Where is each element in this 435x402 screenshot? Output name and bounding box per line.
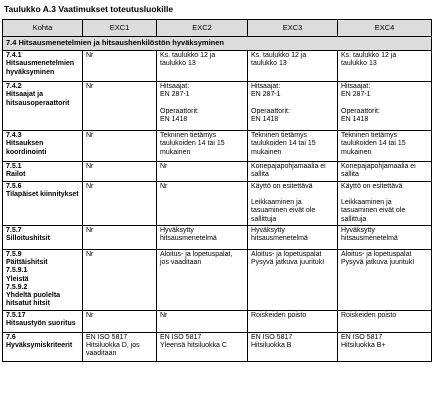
exc2-value: Nr xyxy=(160,163,168,170)
exc4-value: Ks. taulukko 12 ja taulukko 13 xyxy=(341,52,397,68)
kohta-cell xyxy=(3,249,83,310)
exc1-cell xyxy=(83,131,157,162)
exc3-value: Aloitus- ja lopetuspalat Pysyvä jatkuva juuritukI xyxy=(251,250,325,266)
exc3-value: EN ISO 5817 Hitsiluokka B xyxy=(251,333,293,349)
exc1-value: Nr xyxy=(86,83,94,90)
exc2-cell xyxy=(157,249,248,310)
exc3-cell xyxy=(248,82,338,131)
exc1-value: Nr xyxy=(86,52,94,59)
exc2-value: Ks. taulukko 12 ja taulukko 13 xyxy=(160,52,216,68)
section-name: Hitsaajat ja hitsausoperaattorit xyxy=(6,91,70,107)
exc2-cell xyxy=(157,51,248,82)
header-exc1: EXC1 xyxy=(83,20,157,37)
exc4-cell xyxy=(338,82,432,131)
exc3-value: Roiskeiden poisto xyxy=(251,311,307,319)
table-row xyxy=(3,332,432,361)
table-row xyxy=(3,310,432,332)
kohta-cell xyxy=(3,162,83,182)
exc2-value: Aloitus- ja lopetuspalat, jos vaaditaan xyxy=(160,250,233,266)
exc1-value: EN ISO 5817 Hitsiluokka D, jos vaaditaan xyxy=(86,333,140,357)
exc2-cell xyxy=(157,162,248,182)
section-number: 7.4.2 xyxy=(6,83,22,90)
section-number: 7.4.3 xyxy=(6,132,22,139)
section-name: Hitsauksen koordinointi xyxy=(6,140,47,156)
section-number: 7.5.17 xyxy=(6,311,26,319)
exc2-value: Hitsaajat: EN 287-1 Operaattorit: EN 1418 xyxy=(160,83,199,123)
exc2-value: Hyväksytty hitsausmenetelmä xyxy=(160,226,217,242)
exc3-cell xyxy=(248,162,338,182)
exc4-cell xyxy=(338,332,432,361)
header-exc2: EXC2 xyxy=(157,20,248,37)
exc1-value: Nr xyxy=(86,163,94,170)
kohta-cell xyxy=(3,225,83,249)
section-row xyxy=(3,37,432,51)
exc1-value: Nr xyxy=(86,132,94,139)
table-body xyxy=(3,37,432,362)
exc2-cell xyxy=(157,181,248,225)
exc2-cell xyxy=(157,131,248,162)
exc4-cell xyxy=(338,249,432,310)
kohta-cell xyxy=(3,82,83,131)
table-row xyxy=(3,51,432,82)
exc4-value: Aloitus- ja lopetuspalat Pysyvä jatkuva juuritukI xyxy=(341,250,415,266)
exc4-value: Hitsaajat: EN 287-1 Operaattorit: EN 1418 xyxy=(341,83,380,123)
section-number: 7.5.6 xyxy=(6,182,22,190)
kohta-cell xyxy=(3,310,83,332)
exc1-cell xyxy=(83,51,157,82)
exc3-cell xyxy=(248,225,338,249)
exc4-cell xyxy=(338,181,432,225)
table-row xyxy=(3,225,432,249)
exc3-value: Ks. taulukko 12 ja taulukko 13 xyxy=(251,52,307,68)
exc3-value: Käyttö on esitettävä Leikkaaminen ja tasuaminen eivät ole sallittuja xyxy=(251,182,316,223)
exc2-cell xyxy=(157,82,248,131)
exc2-value: Tekninen tietämys taulukoiden 14 tai 15 mukainen xyxy=(160,132,225,156)
exc4-cell xyxy=(338,162,432,182)
section-number: 7.5.9 xyxy=(6,250,22,258)
exc2-cell xyxy=(157,332,248,361)
exc2-value: Nr xyxy=(160,311,168,319)
exc3-value: Hyväksytty hitsausmenetelmä xyxy=(251,226,308,242)
section-title: 7.4 Hitsausmenetelmien ja hitsaushenkilöstön hyväksyminen xyxy=(3,37,432,51)
table-row xyxy=(3,249,432,310)
exc4-value: Tekninen tietämys taulukoiden 14 tai 15 mukainen xyxy=(341,132,406,156)
section-number: 7.4.1 xyxy=(6,52,22,59)
exc3-cell xyxy=(248,332,338,361)
exc3-cell xyxy=(248,51,338,82)
section-number: 7.5.1 xyxy=(6,163,22,170)
table-row xyxy=(3,181,432,225)
table-row xyxy=(3,82,432,131)
kohta-cell xyxy=(3,51,83,82)
exc3-cell xyxy=(248,181,338,225)
exc1-value: Nr xyxy=(86,226,94,234)
exc1-cell xyxy=(83,249,157,310)
exc1-cell xyxy=(83,310,157,332)
exc2-cell xyxy=(157,310,248,332)
exc1-cell xyxy=(83,162,157,182)
exc1-cell xyxy=(83,332,157,361)
exc4-cell xyxy=(338,131,432,162)
header-kohta: Kohta xyxy=(3,20,83,37)
section-name: Tilapäiset kiinnitykset xyxy=(6,190,79,198)
exc4-value: EN ISO 5817 Hitsiluokka B+ xyxy=(341,333,386,349)
section-name: Päittäishitsit 7.5.9.1 Yleistä 7.5.9.2 Yhdeltä puolelta hitsatut hitsit xyxy=(6,259,61,308)
exc1-value: Nr xyxy=(86,250,94,258)
exc4-value: Hyväksytty hitsausmenetelmä xyxy=(341,226,398,242)
document-title: Taulukko A.3 Vaatimukset toteutusluokille xyxy=(4,4,174,14)
exc4-cell xyxy=(338,310,432,332)
section-name: Hitsaustyön suoritus xyxy=(6,319,76,327)
exc3-value: Tekninen tietämys taulukoiden 14 tai 15 mukainen xyxy=(251,132,316,156)
exc3-value: Hitsaajat: EN 287-1 Operaattorit: EN 1418 xyxy=(251,83,290,123)
exc4-cell xyxy=(338,51,432,82)
exc1-cell xyxy=(83,181,157,225)
exc1-value: Nr xyxy=(86,311,94,319)
section-number: 7.5.7 xyxy=(6,226,22,234)
exc1-cell xyxy=(83,225,157,249)
header-exc4: EXC4 xyxy=(338,20,432,37)
section-name: Silloitushitsit xyxy=(6,235,50,242)
table-row xyxy=(3,131,432,162)
kohta-cell xyxy=(3,131,83,162)
exc3-value: Konepajapohjamaalia ei sallita xyxy=(251,163,326,179)
exc4-value: Käyttö on esitettävä Leikkaaminen ja tasuaminen eivät ole sallittuja xyxy=(341,182,406,223)
exc3-cell xyxy=(248,131,338,162)
exc4-cell xyxy=(338,225,432,249)
kohta-cell xyxy=(3,181,83,225)
table-row xyxy=(3,162,432,182)
header-exc3: EXC3 xyxy=(248,20,338,37)
exc3-cell xyxy=(248,310,338,332)
exc1-value: Nr xyxy=(86,182,94,190)
exc2-value: EN ISO 5817 Yleensä hitsiluokka C xyxy=(160,333,227,349)
exc4-value: Konepajapohjamaalia ei sallita xyxy=(341,163,416,179)
exc3-cell xyxy=(248,249,338,310)
section-number: 7.6 xyxy=(6,333,16,341)
header-row xyxy=(3,20,432,37)
kohta-cell xyxy=(3,332,83,361)
requirements-table xyxy=(2,19,432,362)
exc2-value: Nr xyxy=(160,182,168,190)
exc2-cell xyxy=(157,225,248,249)
exc1-cell xyxy=(83,82,157,131)
exc4-value: Roiskeiden poisto xyxy=(341,311,397,319)
section-name: Hyväksymiskriteerit xyxy=(6,341,73,349)
section-name: Railot xyxy=(6,171,26,179)
section-name: Hitsausmenetelmien hyväksyminen xyxy=(6,60,77,76)
